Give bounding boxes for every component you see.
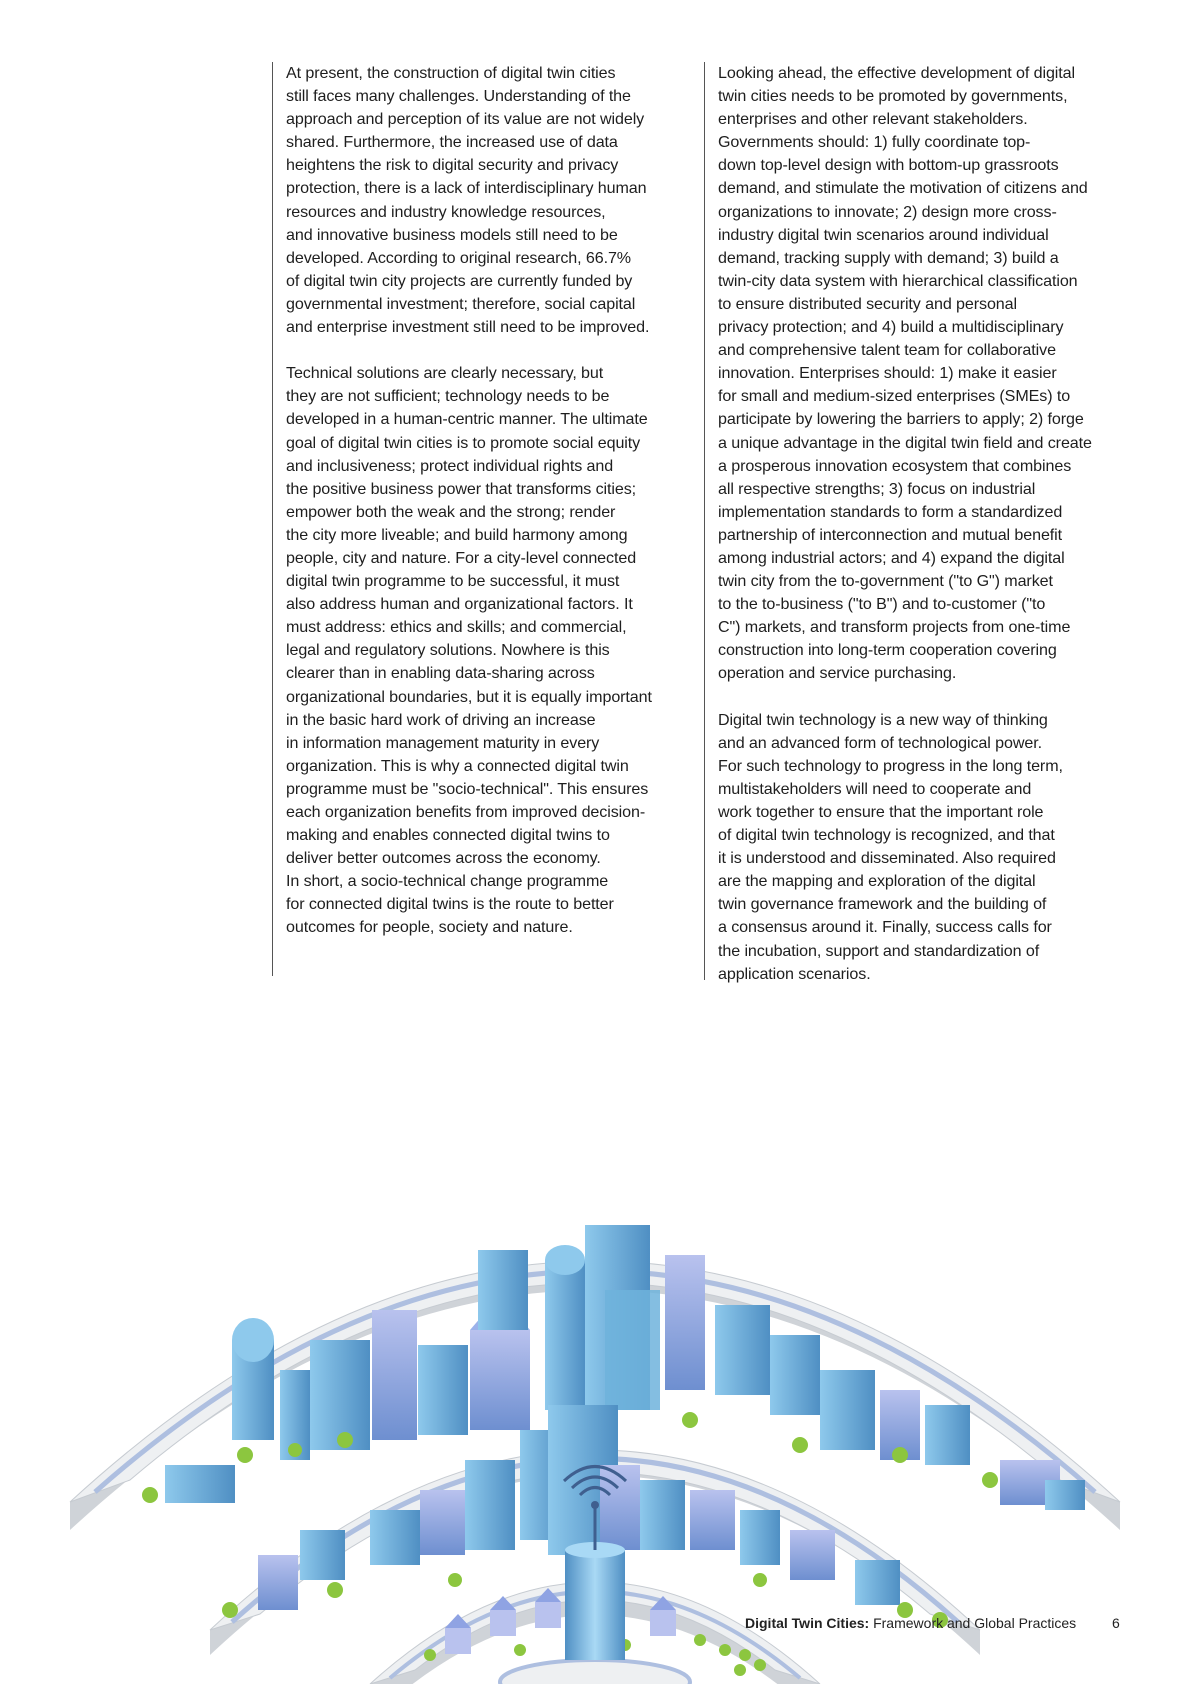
paragraph-challenges: At present, the construction of digital twin cities still faces many challenges. Understanding of the approach and perception of its value are not widely shared. Furthermore, the increased use of data heightens the risk to digital security and privacy protection, there is a lack of interdisciplinary human resources and industry knowledge resources, and innovative business models still need to be developed. According to original research, 66.7% of digital twin city projects are currently funded by governmental investment; therefore, social capital and enterprise investment still need to be improved. [286,64,650,337]
footer-subtitle: Framework and Global Practices [869,1615,1077,1631]
paragraph-looking-ahead: Looking ahead, the effective development of digital twin cities needs to be promoted by governments, enterprises and other relevant stakeholders. Governments should: 1) fully coordinate top- down top-level design with bottom-up grassroots demand, and stimulate the motivation of citizens and organizations to innovate; 2) design more cross- industry digital twin scenarios around individual demand, tracking supply with demand; 3) build a twin-city data system with hierarchical classification to ensure distributed security and personal privacy protection; and 4) build a multidisciplinary and comprehensive talent team for collaborative innovation. Enterprises should: 1) make it easier for small and medium-sized enterprises (SMEs) to participate by lowering the barriers to apply; 2) forge a unique advantage in the digital twin field and create a prosperous innovation ecosystem that combines all respective strengths; 3) focus on industrial implementation standards to form a standardized partnership of interconnection and mutual benefit among industrial actors; and 4) expand the digital twin city from the to-government ("to G") market to the to-business ("to B") and to-customer ("to C") markets, and transform projects from one-time construction into long-term cooperation covering operation and service purchasing. [718,64,1092,683]
page-number: 6 [1112,1615,1120,1631]
footer-title: Digital Twin Cities: [745,1615,870,1631]
city-illustration [0,1010,1191,1684]
page-footer [745,1615,1125,1631]
right-text-column [704,62,1128,983]
paragraph-new-way-of-thinking: Digital twin technology is a new way of thinking and an advanced form of technological power. For such technology to progress in the long term, multistakeholders will need to cooperate and work together to ensure that the important role of digital twin technology is recognized, and that it is understood and disseminated. Also required are the mapping and exploration of the digital twin governance framework and the building of a consensus around it. Finally, success calls for the incubation, support and standardization of application scenarios. [718,710,1063,983]
paragraph-human-centric: Technical solutions are clearly necessary, but they are not sufficient; technology needs to be developed in a human-centric manner. The ultimate goal of digital twin cities is to promote social equity and inclusiveness; protect individual rights and the positive business power that transforms cities; empower both the weak and the strong; render the city more liveable; and build harmony among people, city and nature. For a city-level connected digital twin programme to be successful, it must also address human and organizational factors. It must address: ethics and skills; and commercial, legal and regulatory solutions. Nowhere is this clearer than in enabling data-sharing across organizational boundaries, but it is equally important in the basic hard work of driving an increase in information management maturity in every organization. This is why a connected digital twin programme must be "socio-technical". This ensures each organization benefits from improved decision- making and enables connected digital twins to deliver better outcomes across the economy. In short, a socio-technical change programme for connected digital twins is the route to better outcomes for people, society and nature. [286,364,652,937]
left-text-column [272,62,688,976]
